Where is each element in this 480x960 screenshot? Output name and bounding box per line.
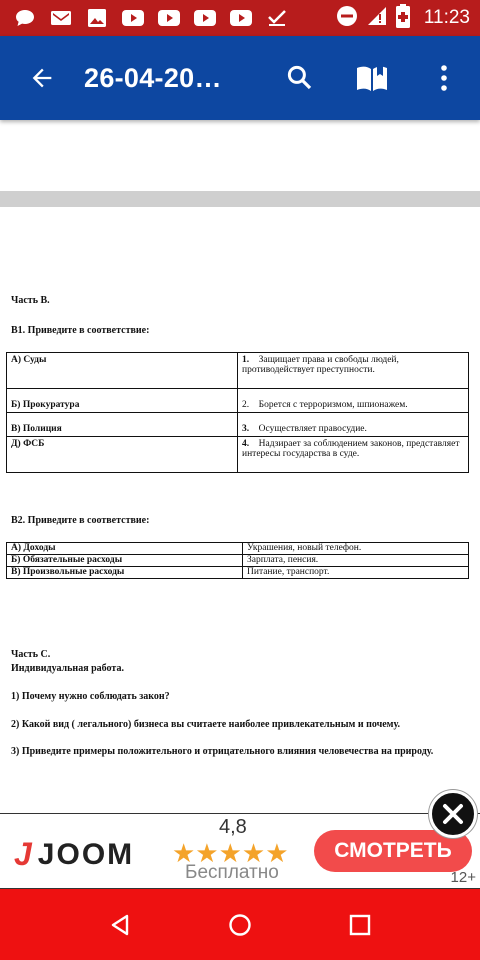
question-item: 2) Какой вид ( легального) бизнеса вы считаете наиболее привлекательным и почему. <box>11 719 400 730</box>
table-row <box>7 567 469 579</box>
b2-heading: В2. Приведите в соответствие: <box>11 515 150 526</box>
status-bar <box>0 0 480 36</box>
question-item: 1) Почему нужно соблюдать закон? <box>11 691 170 702</box>
battery-icon <box>396 4 410 33</box>
nav-home-button[interactable] <box>210 895 270 955</box>
ad-brand: JOOM <box>37 837 135 871</box>
ad-banner[interactable] <box>0 813 480 889</box>
book-icon <box>355 63 389 93</box>
document-title: 26-04-20… <box>84 62 222 93</box>
table-cell: Б) Прокуратура <box>7 389 238 413</box>
table-cell: 4. Надзирает за соблюдением законов, представляет интересы государства в суде. <box>238 437 469 473</box>
table-cell: Питание, транспорт. <box>243 567 469 579</box>
youtube-icon <box>156 7 182 29</box>
nav-back-button[interactable] <box>90 895 150 955</box>
gmail-icon <box>48 7 74 29</box>
ad-logo <box>14 836 134 873</box>
document-page[interactable] <box>0 207 480 813</box>
table-row <box>7 413 469 437</box>
table-cell: Д) ФСБ <box>7 437 238 473</box>
table-row <box>7 437 469 473</box>
ad-rating: 4,8 <box>219 816 247 838</box>
table-cell: 3. Осуществляет правосудие. <box>238 413 469 437</box>
signal-icon <box>366 5 388 32</box>
back-arrow-icon <box>28 64 56 92</box>
ad-age-rating: 12+ <box>450 869 476 886</box>
table-cell: 1. Защищает права и свободы людей, противодействует преступности. <box>238 353 469 389</box>
b1-heading: В1. Приведите в соответствие: <box>11 325 150 336</box>
recents-square-icon <box>349 914 371 936</box>
table-cell: Б) Обязательные расходы <box>7 555 243 567</box>
page-separator <box>0 191 480 207</box>
ad-cta-button[interactable]: СМОТРЕТЬ <box>314 830 472 872</box>
dnd-icon <box>336 5 358 32</box>
table-cell: В) Полиция <box>7 413 238 437</box>
youtube-icon <box>228 7 254 29</box>
ad-price: Бесплатно <box>185 862 279 883</box>
back-triangle-icon <box>108 913 132 937</box>
clock: 11:23 <box>423 7 470 28</box>
star-rating-icon: ★★★★★ <box>172 838 289 868</box>
back-button[interactable] <box>0 36 84 120</box>
search-button[interactable] <box>270 36 330 120</box>
part-b-heading: Часть В. <box>11 295 50 306</box>
close-icon <box>442 803 464 825</box>
more-options-button[interactable] <box>414 36 474 120</box>
navigation-bar <box>0 889 480 960</box>
table-cell: Зарплата, пенсия. <box>243 555 469 567</box>
gallery-icon <box>84 7 110 29</box>
check-icon <box>264 7 290 29</box>
table-row <box>7 543 469 555</box>
search-icon <box>285 63 315 93</box>
youtube-icon <box>192 7 218 29</box>
table-cell: А) Доходы <box>7 543 243 555</box>
question-item: 3) Приведите примеры положительного и отрицательного влияния человечества на природу. <box>11 746 434 757</box>
chat-icon <box>12 7 38 29</box>
table-cell: А) Суды <box>7 353 238 389</box>
table-row <box>7 353 469 389</box>
table-row <box>7 389 469 413</box>
table-row <box>7 555 469 567</box>
reading-mode-button[interactable] <box>342 36 402 120</box>
table-cell: В) Произвольные расходы <box>7 567 243 579</box>
nav-recents-button[interactable] <box>330 895 390 955</box>
joom-logo-icon: J <box>14 836 32 872</box>
part-c-heading: Часть С. <box>11 649 51 660</box>
matching-table-2 <box>6 542 469 579</box>
part-c-subheading: Индивидуальная работа. <box>11 663 124 674</box>
more-vert-icon <box>439 64 449 92</box>
table-cell: Украшения, новый телефон. <box>243 543 469 555</box>
matching-table-1 <box>6 352 469 473</box>
app-bar <box>0 36 480 120</box>
ad-close-button[interactable] <box>429 790 477 838</box>
home-circle-icon <box>228 913 252 937</box>
table-cell: 2. Борется с терроризмом, шпионажем. <box>238 389 469 413</box>
youtube-icon <box>120 7 146 29</box>
